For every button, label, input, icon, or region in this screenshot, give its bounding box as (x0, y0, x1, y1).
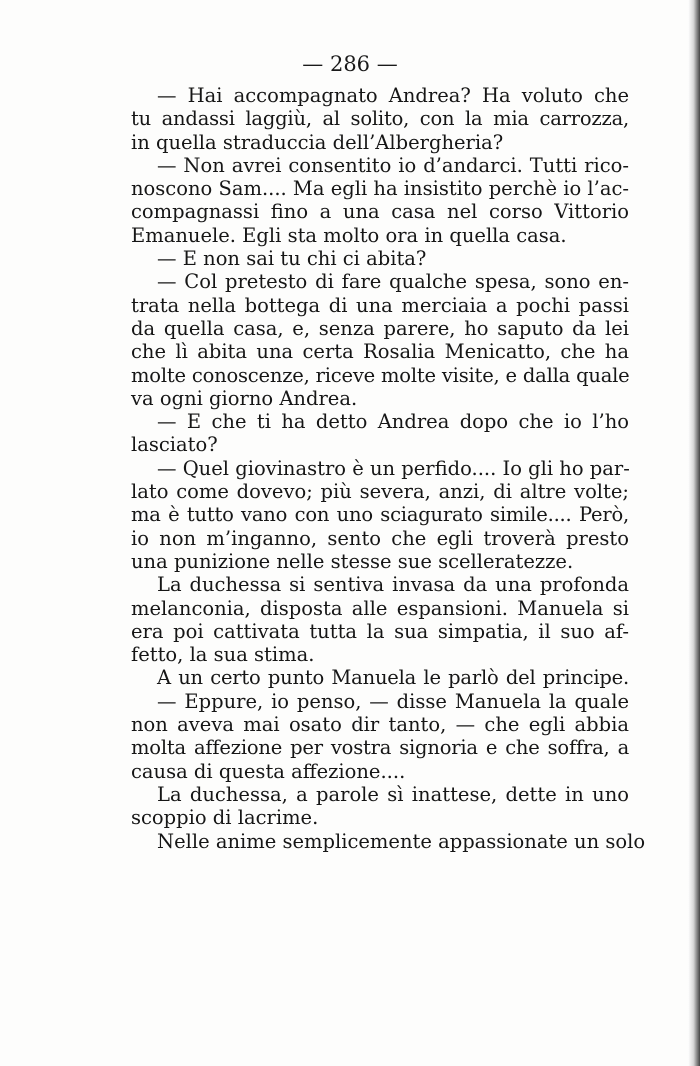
text-line: che lì abita una certa Rosalia Menicatto, che ha (131, 340, 629, 364)
text-line: non aveva mai osato dir tanto, — che egli abbia (131, 713, 629, 737)
text-line: La duchessa si sentiva invasa da una profonda (157, 573, 629, 597)
text-line: da quella casa, e, senza parere, ho saputo da lei (131, 316, 629, 340)
text-line: causa di questa affezione.... (131, 759, 406, 783)
text-line: va ogni giorno Andrea. (131, 386, 358, 410)
text-line: una punizione nelle stesse sue scelleratezze. (131, 549, 574, 573)
text-line: tu andassi laggiù, al solito, con la mia carrozza, (131, 107, 629, 131)
text-line: — Non avrei consentito io d’andarci. Tutti rico- (157, 153, 629, 177)
text-line: scoppio di lacrime. (131, 806, 319, 830)
text-line: melanconia, disposta alle espansioni. Manuela si (131, 596, 629, 620)
text-line: compagnassi fino a una casa nel corso Vittorio (131, 200, 629, 224)
text-line: — E che ti ha detto Andrea dopo che io l’ho (157, 410, 629, 434)
text-line: trata nella bottega di una merciaia a pochi passi (131, 293, 629, 317)
page-number: — 286 — (302, 52, 398, 76)
text-line: noscono Sam.... Ma egli ha insistito perchè io l’ac- (131, 177, 630, 201)
text-line: — E non sai tu chi ci abita? (157, 247, 427, 271)
text-line: — Col pretesto di fare qualche spesa, sono en- (157, 270, 629, 294)
text-line: molta affezione per vostra signoria e che soffra, a (131, 736, 629, 760)
text-line: — Quel giovinastro è un perfido.... Io gli ho par- (157, 456, 630, 480)
text-line: — Eppure, io penso, — disse Manuela la quale (157, 689, 629, 713)
text-line: fetto, la sua stima. (131, 643, 315, 667)
body-text (131, 84, 646, 853)
text-line: ma è tutto vano con uno sciagurato simile.... Però, (131, 503, 629, 527)
text-line: Nelle anime semplicemente appassionate un solo (157, 829, 646, 853)
text-line: lasciato? (131, 433, 218, 457)
text-line: molte conoscenze, riceve molte visite, e dalla quale (131, 363, 630, 387)
text-line: — Hai accompagnato Andrea? Ha voluto che (157, 84, 629, 107)
text-line: lato come dovevo; più severa, anzi, di altre volte; (131, 480, 629, 504)
page-edge-shadow (688, 0, 700, 1066)
text-line: in quella straduccia dell’Albergheria? (131, 130, 504, 154)
text-line: A un certo punto Manuela le parlò del principe. (157, 666, 629, 690)
text-line: Emanuele. Egli sta molto ora in quella casa. (131, 223, 567, 247)
text-line: La duchessa, a parole sì inattese, dette in uno (157, 782, 629, 806)
text-line: io non m’inganno, sento che egli troverà presto (131, 526, 629, 550)
text-line: era poi cattivata tutta la sua simpatia, il suo af- (131, 619, 629, 643)
